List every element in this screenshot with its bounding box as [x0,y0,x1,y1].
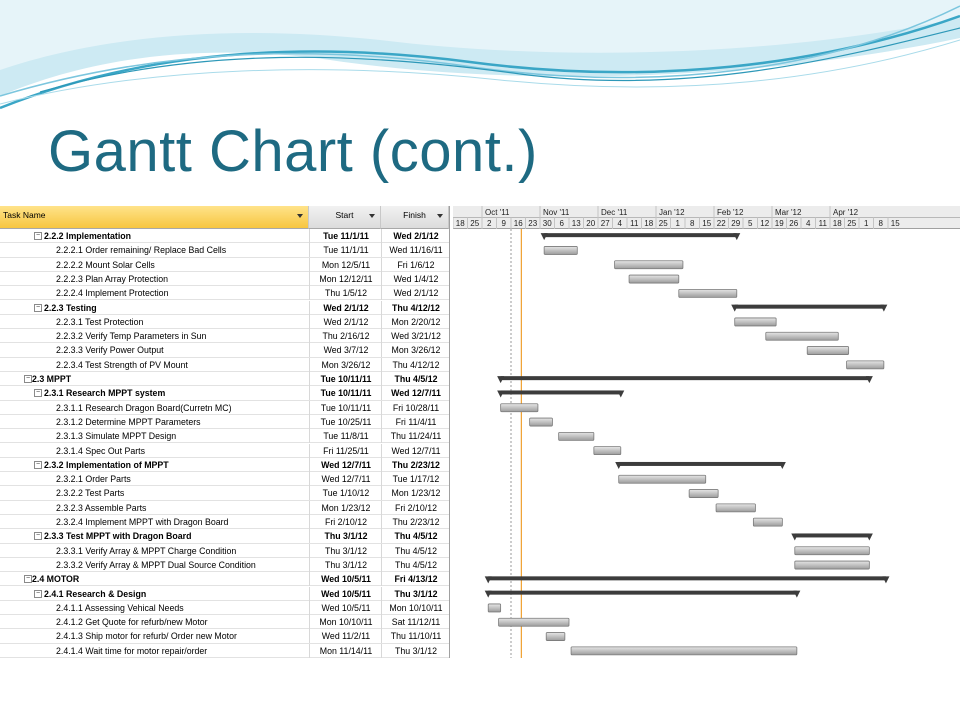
column-header-start[interactable] [309,206,381,229]
week-tick-label: 9 [501,219,506,228]
header-wave-decoration [0,0,960,120]
start-date-cell: Wed 11/2/11 [309,629,382,643]
task-name-header-label: Task Name [3,210,46,220]
task-row[interactable] [0,286,449,300]
task-row[interactable] [0,272,449,286]
collapse-toggle-icon[interactable]: − [25,375,31,382]
finish-date-cell: Thu 4/12/12 [381,358,450,372]
start-date-cell: Wed 2/1/12 [309,301,382,315]
task-name-cell: 2.3.1.4 Spec Out Parts [56,445,145,456]
task-bar [735,318,776,326]
collapse-toggle-icon[interactable]: − [35,389,41,397]
task-name-cell: 2.3.1.1 Research Dragon Board(Curretn MC) [56,402,232,413]
task-bar [615,261,683,269]
month-tick-label: Dec '11 [601,208,628,217]
task-row[interactable] [0,501,449,515]
task-name-cell: 2.2.3.3 Verify Power Output [56,345,164,356]
start-date-cell: Thu 2/16/12 [309,329,382,343]
task-bar [619,475,706,483]
start-header-label: Start [335,210,354,220]
task-row[interactable] [0,301,449,315]
finish-date-cell: Thu 2/23/12 [381,458,450,472]
start-date-cell: Mon 12/5/11 [309,258,382,272]
task-row[interactable] [0,601,449,615]
chevron-down-icon[interactable] [369,214,375,218]
start-date-cell: Tue 10/11/11 [309,401,382,415]
week-tick-label: 18 [644,219,654,228]
task-bar [571,647,797,655]
summary-bar [488,591,797,595]
week-tick-label: 13 [571,219,581,228]
task-name-cell: 2.2.3.1 Test Protection [56,316,144,327]
collapse-toggle-icon[interactable]: − [35,460,41,468]
task-bar [546,633,565,641]
week-tick-label: 16 [513,219,523,228]
task-row[interactable] [0,258,449,272]
task-row[interactable] [0,644,449,658]
task-name-cell: 2.4.1.3 Ship motor for refurb/ Order new Motor [56,631,237,642]
task-name-cell: 2.3.2.4 Implement MPPT with Dragon Board [56,517,229,527]
summary-bar [619,462,783,466]
task-row[interactable] [0,401,449,415]
week-tick-label: 12 [760,219,770,228]
start-date-cell: Thu 3/1/12 [309,529,382,543]
task-bar [753,518,782,526]
summary-bar [488,576,886,580]
month-tick-label: Mar '12 [775,208,802,217]
task-name-cell: 2.3.2.1 Order Parts [56,474,131,485]
task-bar [679,289,737,297]
start-date-cell: Tue 10/11/11 [309,386,382,400]
task-name-cell: 2.3.2.3 Assemble Parts [56,502,147,513]
week-tick-label: 30 [542,219,552,228]
week-tick-label: 4 [617,219,622,228]
finish-date-cell: Sat 11/12/11 [381,615,450,629]
summary-bar [795,533,870,537]
task-name-cell: 2.3.2.2 Test Parts [56,488,125,499]
task-name-cell: 2.2.2.4 Implement Protection [56,288,169,299]
month-tick-label: Feb '12 [717,208,744,217]
week-tick-label: 25 [470,219,480,228]
week-tick-label: 8 [690,219,695,228]
week-tick-label: 15 [702,219,712,228]
task-row[interactable] [0,572,449,586]
task-row[interactable] [0,515,449,529]
week-tick-label: 8 [878,219,883,228]
finish-date-cell: Wed 11/16/11 [381,243,450,257]
finish-date-cell: Wed 3/21/12 [381,329,450,343]
summary-bar [735,305,884,309]
task-name-cell: 2.2.2.2 Mount Solar Cells [56,259,155,270]
finish-date-cell: Thu 11/10/11 [381,629,450,643]
task-row[interactable] [0,429,449,443]
collapse-toggle-icon[interactable]: − [35,303,41,311]
finish-date-cell: Wed 1/4/12 [381,272,450,286]
task-row[interactable] [0,343,449,357]
month-tick-label: Nov '11 [543,208,570,217]
task-name-cell: 2.2.3 Testing [44,302,97,313]
start-date-cell: Mon 1/23/12 [309,501,382,515]
task-bar [629,275,679,283]
week-tick-label: 25 [658,219,668,228]
task-bar [795,547,870,555]
finish-date-cell: Fri 11/4/11 [381,415,450,429]
task-row[interactable] [0,329,449,343]
start-date-cell: Mon 3/26/12 [309,358,382,372]
task-bar [594,447,621,455]
start-date-cell: Thu 3/1/12 [309,544,382,558]
finish-date-cell: Thu 4/5/12 [381,544,450,558]
week-tick-label: 27 [600,219,610,228]
task-row[interactable] [0,558,449,572]
start-date-cell: Wed 10/5/11 [309,572,382,586]
start-date-cell: Wed 3/7/12 [309,343,382,357]
task-row[interactable] [0,315,449,329]
task-bar [807,347,848,355]
summary-bar [501,390,621,394]
task-name-cell: 2.3.3 Test MPPT with Dragon Board [44,531,192,542]
task-row[interactable] [0,372,449,386]
month-tick-label: Jan '12 [659,208,685,217]
task-name-cell: 2.2.2.3 Plan Array Protection [56,273,168,284]
start-date-cell: Fri 11/25/11 [309,444,382,458]
week-tick-label: 18 [832,219,842,228]
finish-date-cell: Mon 10/10/11 [381,601,450,615]
task-name-cell: 2.2.3.4 Test Strength of PV Mount [56,359,188,370]
finish-date-cell: Tue 1/17/12 [381,472,450,486]
task-bar [488,604,500,612]
finish-date-cell: Fri 1/6/12 [381,258,450,272]
week-tick-label: 4 [806,219,811,228]
task-row[interactable] [0,358,449,372]
start-date-cell: Tue 11/1/11 [309,243,382,257]
start-date-cell: Tue 11/1/11 [309,229,382,243]
task-bar [795,561,870,569]
task-name-cell: 2.3 MPPT [32,374,72,384]
week-tick-label: 11 [818,219,827,228]
start-date-cell: Wed 12/7/11 [309,458,382,472]
task-bar [559,432,594,440]
week-tick-label: 2 [487,219,492,228]
task-row[interactable] [0,444,449,458]
finish-date-cell: Wed 2/1/12 [381,286,450,300]
start-date-cell: Mon 10/10/11 [309,615,382,629]
task-name-cell: 2.4.1.4 Wait time for motor repair/order [56,645,208,656]
gantt-chart [0,206,960,658]
collapse-toggle-icon[interactable]: − [35,589,41,597]
finish-date-cell: Wed 12/7/11 [381,444,450,458]
start-date-cell: Wed 10/5/11 [309,587,382,601]
week-tick-label: 29 [731,219,741,228]
start-date-cell: Tue 1/10/12 [309,486,382,500]
task-bar [766,332,839,340]
start-date-cell: Mon 11/14/11 [309,644,382,658]
month-tick-label: Apr '12 [833,208,859,217]
week-tick-label: 20 [586,219,596,228]
start-date-cell: Thu 1/5/12 [309,286,382,300]
task-name-cell: 2.3.1.3 Simulate MPPT Design [56,431,177,442]
week-tick-label: 5 [748,219,753,228]
task-name-cell: 2.3.2 Implementation of MPPT [44,459,169,470]
start-date-cell: Wed 2/1/12 [309,315,382,329]
task-row[interactable] [0,229,449,243]
task-name-cell: 2.4.1.1 Assessing Vehical Needs [56,602,184,613]
task-name-cell: 2.4.1.2 Get Quote for refurb/new Motor [56,617,208,628]
week-tick-label: 23 [528,219,538,228]
task-bar [501,404,538,412]
summary-bar [544,233,737,237]
week-tick-label: 15 [890,219,900,228]
week-tick-label: 18 [455,219,465,228]
finish-date-cell: Thu 2/23/12 [381,515,450,529]
finish-date-cell: Thu 4/5/12 [381,529,450,543]
finish-date-cell: Mon 2/20/12 [381,315,450,329]
finish-date-cell: Thu 4/5/12 [381,558,450,572]
week-tick-label: 26 [789,219,799,228]
week-tick-label: 11 [630,219,639,228]
task-name-cell: 2.2.3.2 Verify Temp Parameters in Sun [56,331,207,342]
task-name-cell: 2.3.3.2 Verify Array & MPPT Dual Source Condition [56,559,256,570]
start-date-cell: Wed 12/7/11 [309,472,382,486]
finish-date-cell: Mon 3/26/12 [381,343,450,357]
task-name-cell: 2.4 MOTOR [32,574,80,585]
task-name-cell: 2.3.3.1 Verify Array & MPPT Charge Condition [56,545,237,556]
finish-date-cell: Fri 2/10/12 [381,501,450,515]
task-name-cell: 2.2.2.1 Order remaining/ Replace Bad Cells [56,245,227,256]
collapse-toggle-icon[interactable]: − [25,575,31,583]
finish-date-cell: Fri 4/13/12 [381,572,450,586]
start-date-cell: Tue 10/11/11 [309,372,382,386]
task-table [0,206,450,658]
finish-date-cell: Wed 12/7/11 [381,386,450,400]
task-bar [847,361,884,369]
finish-date-cell: Mon 1/23/12 [381,486,450,500]
finish-date-cell: Thu 3/1/12 [381,644,450,658]
task-name-cell: 2.3.1 Research MPPT system [44,388,166,399]
task-row[interactable] [0,486,449,500]
gantt-timeline [453,206,960,658]
task-name-cell: 2.4.1 Research & Design [44,588,147,599]
week-tick-label: 25 [847,219,857,228]
finish-date-cell: Wed 2/1/12 [381,229,450,243]
task-row[interactable] [0,472,449,486]
task-row[interactable] [0,529,449,543]
task-bar [499,618,569,626]
slide-title: Gantt Chart (cont.) [48,119,538,184]
task-bar [716,504,755,512]
task-row[interactable] [0,587,449,601]
chevron-down-icon[interactable] [437,214,443,218]
task-row[interactable] [0,415,449,429]
task-bar [689,490,718,498]
finish-date-cell: Thu 11/24/11 [381,429,450,443]
start-date-cell: Thu 3/1/12 [309,558,382,572]
task-name-cell: 2.2.2 Implementation [44,231,132,241]
finish-date-cell: Fri 10/28/11 [381,401,450,415]
task-row[interactable] [0,615,449,629]
task-row[interactable] [0,629,449,643]
start-date-cell: Fri 2/10/12 [309,515,382,529]
collapse-toggle-icon[interactable]: − [35,232,41,239]
task-row[interactable] [0,386,449,400]
start-date-cell: Mon 12/12/11 [309,272,382,286]
task-row[interactable] [0,458,449,472]
start-date-cell: Tue 11/8/11 [309,429,382,443]
column-header-finish[interactable] [381,206,449,229]
task-bar [530,418,553,426]
collapse-toggle-icon[interactable]: − [35,532,41,540]
task-row[interactable] [0,544,449,558]
finish-header-label: Finish [403,210,426,220]
finish-date-cell: Thu 4/12/12 [381,301,450,315]
task-bar [544,246,577,254]
chevron-down-icon[interactable] [297,214,303,218]
finish-date-cell: Thu 4/5/12 [381,372,450,386]
week-tick-label: 1 [864,219,869,228]
month-tick-label: Oct '11 [485,208,510,217]
start-date-cell: Tue 10/25/11 [309,415,382,429]
week-tick-label: 19 [774,219,784,228]
week-tick-label: 1 [675,219,680,228]
finish-date-cell: Thu 3/1/12 [381,587,450,601]
week-tick-label: 6 [559,219,564,228]
task-row[interactable] [0,243,449,257]
week-tick-label: 22 [716,219,726,228]
task-name-cell: 2.3.1.2 Determine MPPT Parameters [56,416,201,427]
summary-bar [501,376,870,380]
start-date-cell: Wed 10/5/11 [309,601,382,615]
column-header-task-name[interactable] [0,206,309,229]
